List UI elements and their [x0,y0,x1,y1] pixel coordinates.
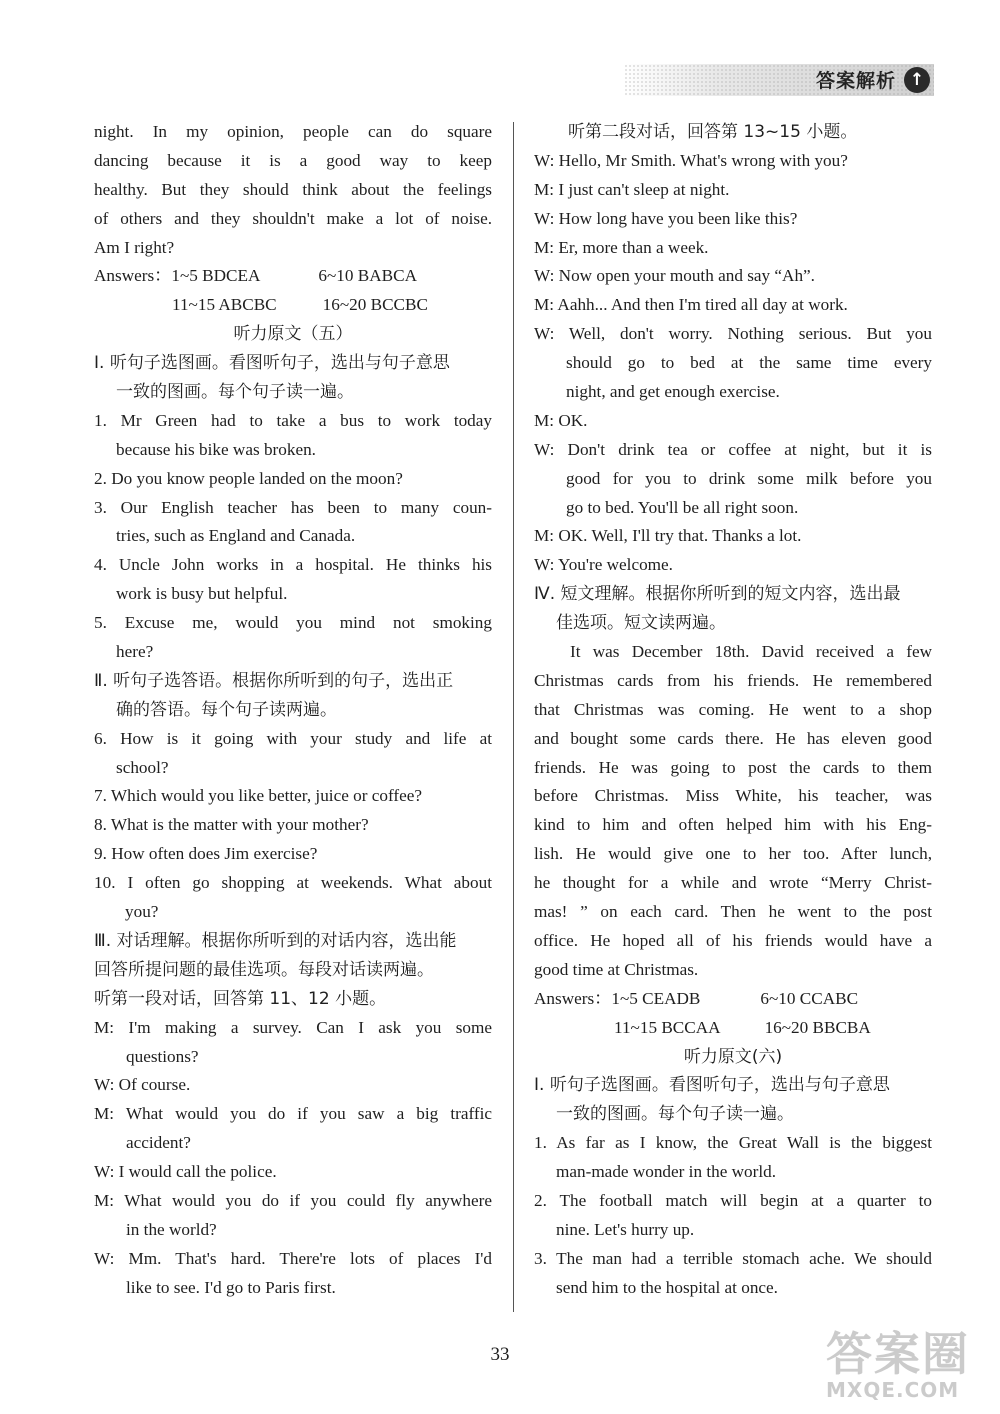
answers-row [94,262,492,291]
dialogue-line: W: Now open your mouth and say “Ah”. [534,266,815,286]
passage-line: Christmas cards from his friends. He remembered [534,670,932,690]
passage-line: before Christmas. Miss White, his teacher, was [534,786,932,806]
passage-line: and bought some cards there. He has eleven good [534,728,932,748]
text-line: night. In my opinion, people can do square [94,122,492,141]
dialogue-line: good for you to drink some milk before you [566,468,932,488]
answer-group: 1~5 CEADB [611,988,701,1008]
passage-line: kind to him and often helped him with his Eng- [534,815,932,835]
dialogue-line: W: Well, don't worry. Nothing serious. But you [534,324,932,344]
dialogue-line: should go to bed at the same time every [566,353,932,373]
answers-row [534,985,932,1014]
dialogue-line: M: Aahh... And then I'm tired all day at work. [534,295,848,315]
list-item: 8. What is the matter with your mother? [94,815,369,835]
answer-group: 16~20 BBCBA [764,1017,871,1037]
dialogue-line: questions? [126,1046,199,1066]
passage-line: he thought for a while and wrote “Merry Christ- [534,873,932,893]
dialogue-line: W: I would call the police. [94,1162,277,1182]
list-item: 3. The man had a terrible stomach ache. We should [534,1248,932,1268]
dialogue-line: W: How long have you been like this? [534,208,798,228]
list-item: send him to the hospital at once. [556,1277,778,1297]
passage-line: It was December 18th. David received a few [570,642,932,662]
watermark-top: 答案圈 [826,1327,970,1381]
answers-label: Answers： [534,988,612,1008]
list-item: 4. Uncle John works in a hospital. He thinks his [94,555,492,575]
section-heading: Ⅱ. 听句子选答语。根据你所听到的句子，选出正 [94,670,454,691]
dialogue-line: M: OK. Well, I'll try that. Thanks a lot. [534,526,802,546]
dialogue-line: M: What would you do if you could fly anywhere [94,1190,492,1210]
list-item: 10. I often go shopping at weekends. What about [94,873,492,893]
list-item: 2. Do you know people landed on the moon? [94,468,403,488]
answer-group: 16~20 BCCBC [322,295,428,315]
answers-label: Answers： [94,266,172,286]
header-title: 答案解析 [815,70,896,92]
passage-line: that Christmas was coming. He went to a shop [534,699,932,719]
answer-group: 11~15 BCCAA [614,1017,721,1037]
dialogue-line: accident? [126,1133,191,1153]
list-item: here? [116,642,154,662]
text-line: dancing because it is a good way to keep [94,150,492,170]
section-heading: 佳选项。短文读两遍。 [556,613,726,634]
section-heading: 听第二段对话，回答第 13~15 小题。 [568,122,858,142]
passage-line: friends. He was going to post the cards to them [534,757,932,777]
list-item: tries, such as England and Canada. [116,526,356,546]
list-item: 2. The football match will begin at a quarter to [534,1190,932,1210]
section-heading: 一致的图画。每个句子读一遍。 [116,382,354,403]
section-heading: Ⅰ. 听句子选图画。看图听句子，选出与句子意思 [94,353,450,374]
dialogue-line: in the world? [126,1219,217,1239]
dialogue-line: go to bed. You'll be all right soon. [566,497,799,517]
list-item: 1. Mr Green had to take a bus to work today [94,410,492,430]
list-item: man-made wonder in the world. [556,1162,777,1182]
text-line: of others and they shouldn't make a lot of noise. [94,208,492,228]
answers-row [94,291,492,320]
section-heading: Ⅲ. 对话理解。根据你所听到的对话内容，选出能 [94,930,457,951]
page-number: 33 [490,1344,510,1365]
passage-line: office. He hoped all of his friends would have a [534,930,932,950]
dialogue-line: W: Don't drink tea or coffee at night, but it is [534,439,932,459]
dialogue-line: W: Of course. [94,1075,191,1095]
passage-line: good time at Christmas. [534,959,699,979]
list-item: you? [125,902,159,922]
section-heading: Ⅳ. 短文理解。根据你所听到的短文内容，选出最 [534,584,901,605]
section-title: 听力原文（五） [233,324,353,345]
up-arrow-circle-icon: ↑ [904,67,930,93]
list-item: 5. Excuse me, would you mind not smoking [94,613,492,633]
watermark-logo [826,1318,996,1408]
section-heading: 回答所提问题的最佳选项。每段对话读两遍。 [94,959,434,980]
list-item: 1. As far as I know, the Great Wall is the biggest [534,1133,932,1153]
dialogue-line: M: I just can't sleep at night. [534,179,730,199]
list-item: nine. Let's hurry up. [556,1219,695,1239]
list-item: work is busy but helpful. [116,584,288,604]
section-title: 听力原文(六) [683,1046,783,1067]
dialogue-line: like to see. I'd go to Paris first. [126,1277,336,1297]
dialogue-line: M: OK. [534,410,588,430]
watermark-bottom: MXQE.COM [826,1378,960,1402]
right-column [534,118,932,1303]
dialogue-line: M: Er, more than a week. [534,237,709,257]
text-line: Am I right? [94,237,175,257]
dialogue-line: night, and get enough exercise. [566,382,780,402]
list-item: because his bike was broken. [116,439,316,459]
answers-row [534,1014,932,1043]
list-item: 9. How often does Jim exercise? [94,844,318,864]
dialogue-line: W: You're welcome. [534,555,673,575]
answer-group: 1~5 BDCEA [171,266,261,286]
list-item: school? [116,757,169,777]
list-item: 6. How is it going with your study and life at [94,728,492,748]
passage-line: mas! ” on each card. Then he went to the post [534,902,932,922]
list-item: 3. Our English teacher has been to many coun- [94,497,492,517]
list-item: 7. Which would you like better, juice or coffee? [94,786,422,806]
section-heading: 确的答语。每个句子读两遍。 [116,699,337,720]
answer-group: 6~10 CCABC [760,988,859,1008]
dialogue-line: W: Hello, Mr Smith. What's wrong with you? [534,150,848,170]
section-heading: 一致的图画。每个句子读一遍。 [556,1104,794,1125]
section-heading: 听第一段对话，回答第 11、12 小题。 [94,988,387,1009]
text-line: healthy. But they should think about the feelings [94,179,492,199]
column-divider [513,122,514,1312]
dialogue-line: M: I'm making a survey. Can I ask you some [94,1017,492,1037]
dialogue-line: W: Mm. That's hard. There're lots of places I'd [94,1248,492,1268]
left-column [94,118,492,1303]
section-heading: Ⅰ. 听句子选图画。看图听句子，选出与句子意思 [534,1075,890,1096]
dialogue-line: M: What would you do if you saw a big traffic [94,1104,492,1124]
answer-group: 6~10 BABCA [318,266,417,286]
answer-group: 11~15 ABCBC [172,295,277,315]
passage-line: lish. He would give one to her too. After lunch, [534,844,932,864]
